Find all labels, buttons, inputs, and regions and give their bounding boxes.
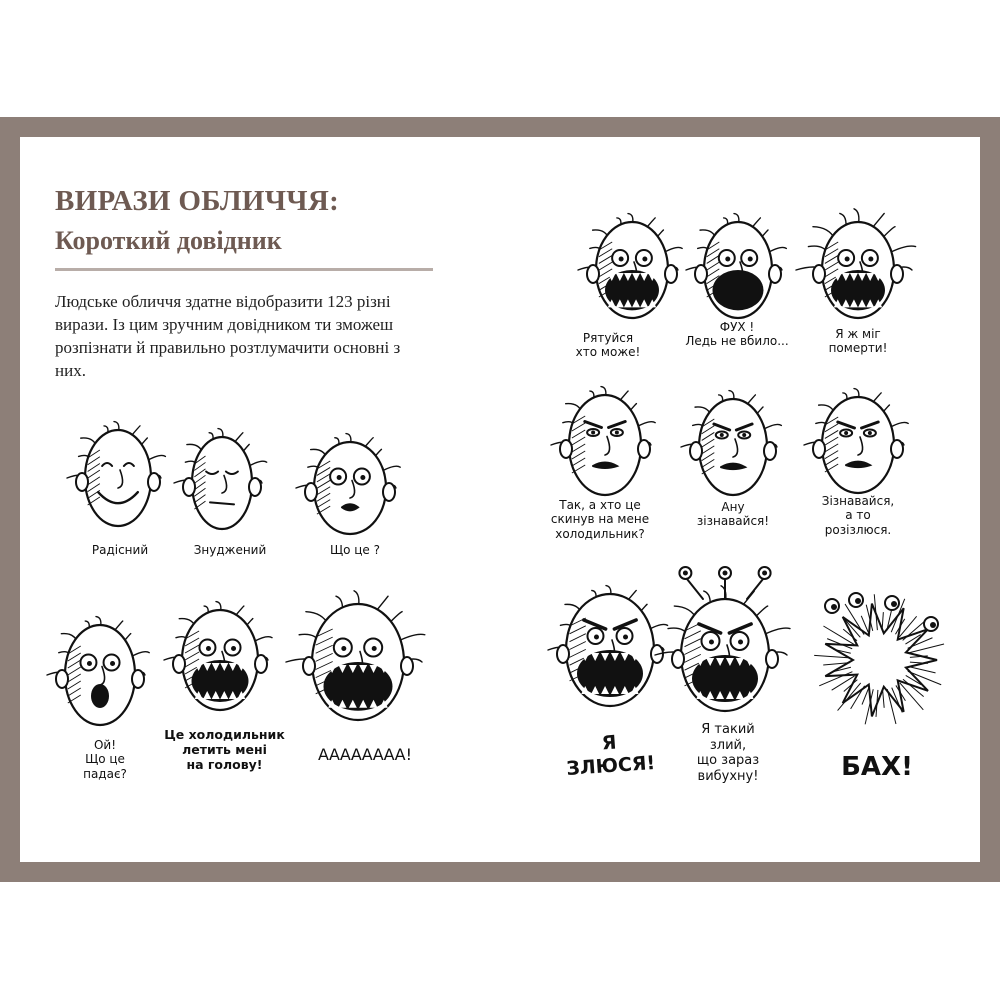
ear bbox=[891, 440, 903, 458]
ear bbox=[695, 265, 707, 283]
ear bbox=[305, 483, 317, 501]
happy-face-caption: Радісний bbox=[91, 543, 149, 557]
mouth bbox=[593, 463, 617, 469]
ear bbox=[764, 442, 776, 460]
ear bbox=[56, 670, 68, 688]
suspicious-face-caption: Ану зізнавайся! bbox=[696, 500, 770, 529]
ear bbox=[132, 670, 144, 688]
ear bbox=[560, 440, 572, 458]
ear bbox=[303, 657, 315, 675]
screaming-face-caption: АААААААА! bbox=[318, 745, 412, 764]
ear bbox=[766, 650, 778, 668]
page-subtitle: Короткий довідник bbox=[55, 226, 282, 255]
pupil bbox=[87, 661, 92, 666]
explosion-icon bbox=[790, 570, 970, 750]
intro-paragraph: Людське обличчя здатне відобразити 123 різні вирази. Із цим зручним довідником ти зможеш розпізнати й правильно розтлумачити основні з них. bbox=[55, 292, 401, 380]
pupil bbox=[725, 257, 730, 262]
pupil bbox=[623, 635, 628, 640]
pupil bbox=[844, 431, 848, 435]
pupil bbox=[337, 475, 342, 480]
furious-face-caption: Я такий злий, що зараз вибухну! bbox=[696, 722, 760, 784]
pupil bbox=[360, 475, 365, 480]
ear bbox=[255, 655, 267, 673]
pupil bbox=[720, 433, 724, 437]
ear bbox=[148, 473, 160, 491]
ear bbox=[249, 478, 261, 496]
ear bbox=[173, 655, 185, 673]
pupil bbox=[615, 431, 619, 435]
explosion-burst bbox=[825, 604, 937, 717]
head-outline bbox=[65, 625, 135, 725]
panic-face-caption: Рятуйся хто може! bbox=[575, 331, 641, 360]
ear bbox=[183, 478, 195, 496]
pupil bbox=[231, 646, 236, 651]
puzzled-face-caption: Що це ? bbox=[329, 543, 380, 557]
mouth bbox=[342, 504, 358, 510]
pupil bbox=[591, 431, 595, 435]
pupil bbox=[110, 661, 115, 666]
pupil bbox=[619, 257, 624, 262]
ear bbox=[690, 442, 702, 460]
pupil bbox=[738, 640, 743, 645]
head-outline bbox=[85, 430, 151, 526]
bored-face-caption: Знуджений bbox=[193, 543, 267, 557]
relieved-face-caption: ФУХ ! Ледь не вбило... bbox=[685, 320, 789, 349]
pupil bbox=[742, 433, 746, 437]
pupil bbox=[372, 646, 377, 651]
surprised-face-icon bbox=[35, 595, 165, 755]
title-divider bbox=[55, 268, 433, 271]
ear bbox=[672, 650, 684, 668]
shocked-face-caption: Я ж міг померти! bbox=[828, 327, 888, 356]
mouth bbox=[721, 464, 745, 470]
ear bbox=[813, 265, 825, 283]
head-outline bbox=[569, 395, 641, 495]
surprised-face-caption: Ой! Що це падає? bbox=[83, 738, 127, 781]
puzzled-face-icon bbox=[284, 412, 416, 564]
ear bbox=[401, 657, 413, 675]
ear bbox=[891, 265, 903, 283]
irritated-face-caption: Зізнавайся, а то розізлюся. bbox=[821, 494, 895, 537]
pupil bbox=[709, 640, 714, 645]
pupil bbox=[594, 635, 599, 640]
scared-face-icon bbox=[152, 580, 288, 740]
mouth bbox=[91, 684, 109, 708]
ear bbox=[587, 265, 599, 283]
ear bbox=[76, 473, 88, 491]
mouth bbox=[713, 270, 764, 310]
pupil bbox=[845, 257, 850, 262]
angry-face-caption: Я ЗЛЮСЯ! bbox=[565, 731, 656, 780]
shocked-face-icon bbox=[792, 192, 924, 348]
furious-face-icon bbox=[651, 569, 799, 741]
head-outline bbox=[192, 437, 252, 529]
pupil bbox=[748, 257, 753, 262]
pupil bbox=[341, 646, 346, 651]
page-title: ВИРАЗИ ОБЛИЧЧЯ: bbox=[55, 185, 340, 217]
ear bbox=[383, 483, 395, 501]
pupil bbox=[642, 257, 647, 262]
head-outline bbox=[822, 397, 894, 493]
mouth bbox=[846, 462, 870, 468]
pupil bbox=[206, 646, 211, 651]
pupil bbox=[868, 431, 872, 435]
scared-face-caption: Це холодильник летить мені на голову! bbox=[164, 727, 285, 772]
ear bbox=[557, 645, 569, 663]
annoyed-face-caption: Так, а хто це скинув на мене холодильник? bbox=[550, 498, 650, 541]
head-outline bbox=[314, 442, 386, 534]
head-outline bbox=[699, 399, 767, 495]
bored-face-icon bbox=[162, 407, 282, 559]
ear bbox=[769, 265, 781, 283]
ear bbox=[638, 440, 650, 458]
screaming-face-icon bbox=[282, 574, 434, 750]
pupil bbox=[868, 257, 873, 262]
explosion-caption: БАХ! bbox=[841, 752, 913, 782]
ear bbox=[813, 440, 825, 458]
